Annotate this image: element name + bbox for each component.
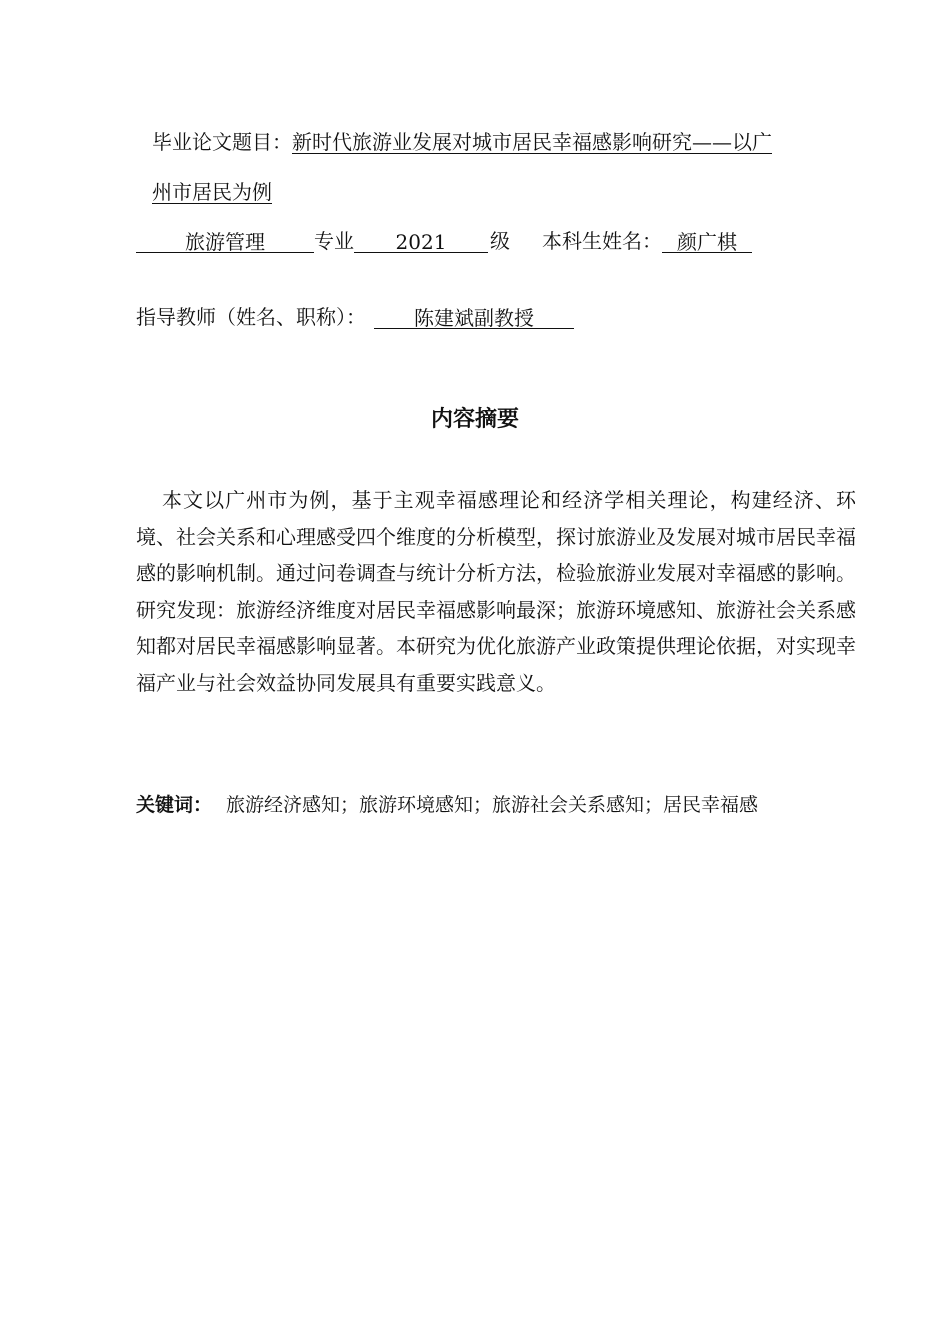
major-value: 旅游管理: [136, 230, 314, 253]
major-grade-row: [136, 229, 752, 253]
major-suffix: 专业: [314, 229, 354, 253]
abstract-body: 本文以广州市为例，基于主观幸福感理论和经济学相关理论，构建经济、环境、社会关系和心理感受四个维度的分析模型，探讨旅游业及发展对城市居民幸福感的影响机制。通过问卷调查与统计分析方法，检验旅游业发展对幸福感的影响。研究发现：旅游经济维度对居民幸福感影响最深；旅游环境感知、旅游社会关系感知都对居民幸福感影响显著。本研究为优化旅游产业政策提供理论依据，对实现幸福产业与社会效益协同发展具有重要实践意义。: [136, 488, 856, 695]
keywords-text: 旅游经济感知；旅游环境感知；旅游社会关系感知；居民幸福感: [226, 794, 759, 816]
advisor-label: 指导教师（姓名、职称）：: [136, 305, 366, 329]
student-label: 本科生姓名：: [542, 229, 662, 253]
thesis-title-line2: 州市居民为例: [152, 180, 272, 204]
thesis-title-row-2: [152, 180, 272, 204]
keywords-label: 关键词：: [136, 794, 213, 816]
advisor-row: [136, 305, 574, 329]
student-name: 颜广棋: [662, 230, 752, 253]
abstract-heading: 内容摘要: [430, 407, 519, 432]
thesis-title-row: [152, 130, 772, 154]
advisor-name: 陈建斌副教授: [374, 306, 574, 329]
thesis-title-label: 毕业论文题目：: [152, 130, 292, 154]
grade-suffix: 级: [490, 229, 510, 253]
thesis-title-line1: 新时代旅游业发展对城市居民幸福感影响研究——以广: [292, 130, 772, 154]
grade-value: 2021: [354, 230, 488, 253]
